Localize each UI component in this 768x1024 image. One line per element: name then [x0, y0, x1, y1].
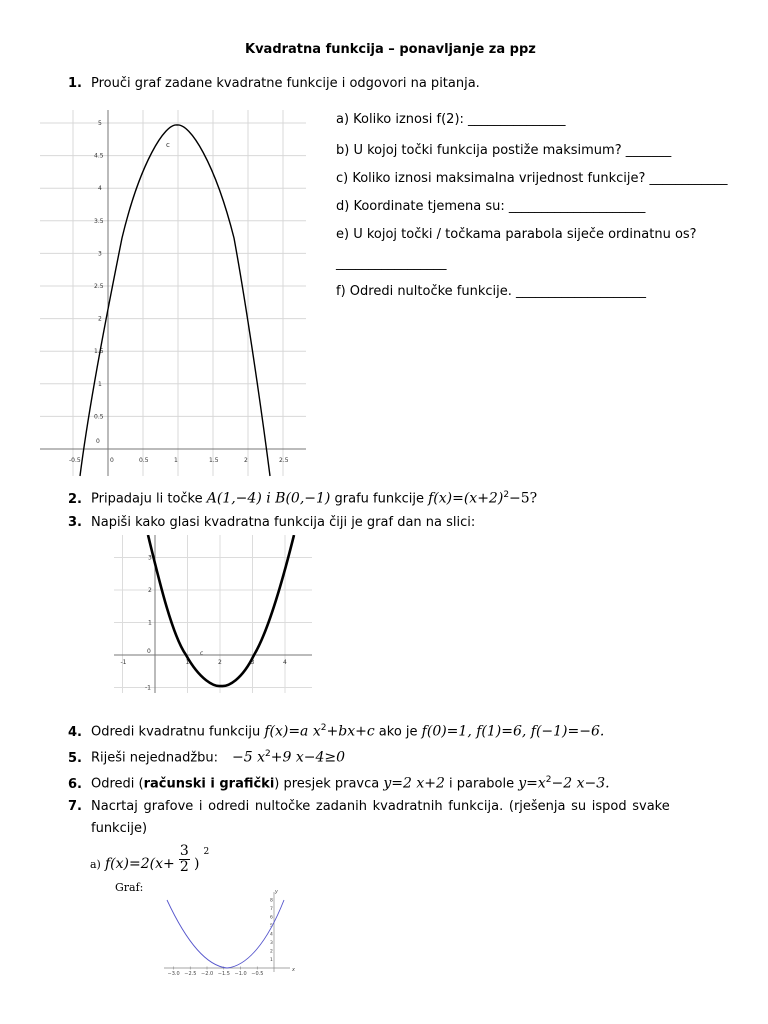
task7-x-tick: −3.0 [167, 971, 180, 977]
task3-y-tick: 1 [148, 619, 152, 627]
task7-sub-a: a) [90, 858, 101, 871]
task7-graf-label: Graf: [115, 881, 144, 894]
task1-y-tick: 2.5 [94, 283, 104, 290]
task1-y-tick: 4.5 [94, 152, 104, 160]
task4-number: 4. [68, 725, 82, 740]
task1-question-b: b) U kojoj točki funkcija postiže maksimum? _______ [336, 143, 672, 158]
task4-function: f(x)=a x [264, 723, 321, 740]
task5-pre: Riješi nejednadžbu: [91, 750, 219, 766]
task7-y-tick: 4 [270, 932, 273, 938]
task1-question-d: d) Koordinate tjemena su: _____________________ [336, 199, 646, 214]
task3-y-tick: -1 [145, 684, 151, 692]
task7-exponent: 2 [203, 847, 210, 857]
task3-grid [114, 535, 314, 693]
task3-x-tick: 1 [185, 659, 190, 666]
task6-mid: ) presjek pravca [274, 776, 384, 792]
task6-line: y=2 x+2 [383, 775, 445, 792]
task4-conditions: f(0)=1, f(1)=6, f(−1)=−6. [421, 723, 605, 740]
page-title: Kvadratna funkcija – ponavljanje za ppz [245, 42, 536, 57]
task7-y-tick: 6 [270, 915, 273, 921]
task2-points: A(1,−4) i B(0,−1) [206, 490, 331, 507]
task4-exponent: 2 [320, 723, 327, 733]
task7-func-a: f(x)=2(x+ [105, 856, 175, 872]
task3-y-tick: 3 [148, 554, 152, 562]
task6-exponent: 2 [545, 775, 552, 785]
task7-y-axis-label: y [275, 889, 278, 895]
task1-x-tick: 2 [244, 457, 248, 464]
task7-y-tick: 5 [270, 924, 273, 929]
task1-y-tick: 3.5 [94, 217, 104, 225]
task1-question-a: a) Koliko iznosi f(2): _______________ [336, 112, 566, 127]
task2-function: f(x)=(x+2) [428, 490, 504, 507]
task6-pre: Odredi ( [91, 776, 144, 792]
task6-parabola-b: −2 x−3. [551, 775, 610, 792]
task5-ineq-b: +9 x−4≥0 [270, 749, 346, 766]
task7-x-tick: −0.5 [251, 971, 264, 977]
task2-mid: grafu funkcije [330, 491, 429, 507]
task7-x-tick: −1.5 [217, 971, 230, 977]
task1-y-tick: 4 [98, 185, 102, 193]
task2-text [91, 490, 537, 506]
task1-text: Prouči graf zadane kvadratne funkcije i odgovori na pitanja. [91, 76, 480, 91]
task7-parabola [167, 900, 284, 968]
task7-y-tick: 7 [270, 907, 273, 912]
task3-x-tick: 3 [250, 659, 255, 666]
task1-x-tick: -0.5 [69, 457, 81, 464]
task1-grid [40, 110, 308, 478]
task1-y-tick: 5 [98, 120, 102, 127]
task2-number: 2. [68, 492, 82, 507]
task1-question-c: c) Koliko iznosi maksimalna vrijednost funkcije? ____________ [336, 171, 728, 186]
task3-x-tick: 2 [218, 659, 222, 666]
task7-y-tick: 2 [270, 949, 273, 955]
task7-frac-den: 2 [179, 859, 189, 875]
task1-curve-label: c [166, 141, 170, 149]
task6-bold: računski i grafički [143, 776, 275, 792]
task4-mid: ako je [374, 724, 422, 740]
task3-x-tick: 4 [283, 659, 287, 666]
task5-ineq-a: −5 x [232, 749, 266, 766]
task6-mid2: i parabole [444, 776, 519, 792]
task6-number: 6. [68, 777, 82, 792]
task3-x-tick: 0 [147, 648, 151, 655]
task7-frac-num: 3 [179, 843, 189, 859]
task6-parabola-a: y=x [518, 775, 546, 792]
task1-y-tick: 1.5 [94, 348, 104, 356]
task1-graph [40, 108, 308, 478]
task4-function-rest: +bx+c [326, 723, 375, 740]
task1-y-tick: 0 [96, 438, 100, 445]
task7-x-tick: −2.0 [201, 971, 214, 977]
task3-y-tick: 2 [148, 587, 152, 594]
task7-fraction [179, 844, 190, 875]
task5-exponent: 2 [265, 749, 271, 759]
task7-x-axis-label: x [292, 967, 295, 973]
task7-function-a [90, 844, 209, 880]
task7-y-tick: 1 [270, 958, 273, 963]
task4-text [91, 723, 604, 739]
task1-question-e: e) U kojoj točki / točkama parabola siječe ordinatnu os? [336, 227, 697, 242]
task1-x-tick: 0 [110, 457, 114, 464]
task1-y-tick: 1 [98, 380, 102, 388]
task3-graph [114, 535, 314, 695]
task3-number: 3. [68, 515, 82, 530]
task1-question-e-answer: _________________ [336, 256, 447, 271]
task5-text [91, 749, 345, 765]
task3-text: Napiši kako glasi kvadratna funkcija čiji je graf dan na slici: [91, 515, 476, 530]
task7-y-tick: 8 [270, 898, 273, 904]
task7-graph [162, 888, 302, 978]
task3-curve-label: c [200, 650, 204, 657]
task1-number: 1. [68, 76, 82, 91]
task1-x-tick: 1.5 [209, 457, 219, 464]
task1-x-tick: 0.5 [139, 457, 149, 464]
task1-y-tick: 2 [98, 315, 102, 323]
task7-y-tick: 3 [270, 941, 273, 946]
task1-x-tick: 1 [174, 457, 178, 464]
task1-question-f: f) Odredi nultočke funkcije. ____________________ [336, 284, 647, 299]
task1-y-tick: 3 [98, 250, 102, 258]
task7-number: 7. [68, 799, 82, 814]
task4-pre: Odredi kvadratnu funkciju [91, 724, 265, 740]
task2-post: −5? [509, 490, 538, 507]
task6-text [91, 775, 610, 791]
task2-exponent: 2 [503, 490, 510, 500]
task1-y-tick: 0.5 [94, 413, 104, 421]
task7-x-tick: −2.5 [184, 971, 197, 977]
task7-line1: Nacrtaj grafove i odredi nultočke zadanih kvadratnih funkcija. (rješenja su ispod svake [91, 799, 670, 814]
task1-x-tick: 2.5 [279, 457, 289, 464]
task7-x-tick: −1.0 [234, 971, 247, 977]
task7-close-paren: ) [193, 856, 200, 872]
task7-line2: funkcije) [91, 821, 148, 836]
task5-number: 5. [68, 751, 82, 766]
task2-pre: Pripadaju li točke [91, 491, 207, 507]
task3-x-tick: -1 [120, 659, 127, 666]
